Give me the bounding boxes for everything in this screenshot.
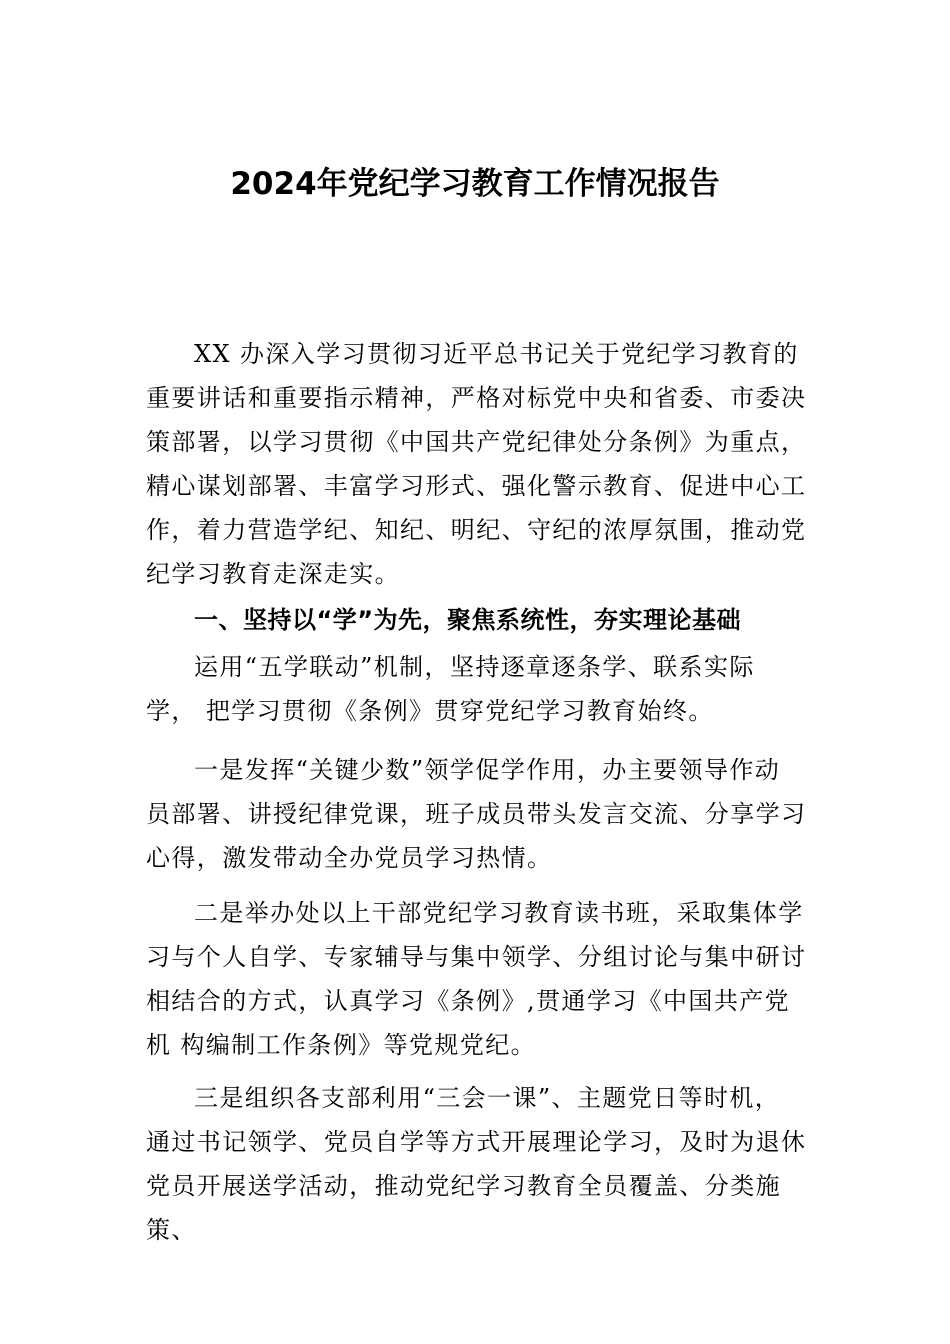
paragraph-line: 策、	[146, 1216, 197, 1244]
paragraph-line: 精心谋划部署、丰富学习形式、强化警示教育、促进中心工	[146, 472, 807, 500]
point-one-paragraph	[146, 748, 818, 880]
section-summary-paragraph	[146, 645, 818, 733]
paragraph-line: 纪学习教育走深走实。	[146, 560, 400, 588]
paragraph-line: 相结合的方式，认真学习《条例》,贯通学习《中国共产党	[146, 987, 791, 1015]
paragraph-line: 三是组织各支部利用“三会一课”、主题党日等时机，	[194, 1084, 781, 1112]
paragraph-line: 党员开展送学活动，推动党纪学习教育全员覆盖、分类施	[146, 1172, 781, 1200]
paragraph-line: 学， 把学习贯彻《条例》贯穿党纪学习教育始终。	[146, 697, 714, 725]
document-title: 2024年党纪学习教育工作情况报告	[230, 166, 720, 202]
paragraph-line: 一是发挥“关键少数”领学促学作用，办主要领导作动	[194, 756, 781, 784]
paragraph-line: 二是举办处以上干部党纪学习教育读书班，采取集体学	[194, 899, 804, 927]
paragraph-line: 重要讲话和重要指示精神，严格对标党中央和省委、市委决	[146, 384, 807, 412]
section-heading: 一、坚持以“学”为先，聚焦系统性，夯实理论基础	[194, 606, 742, 634]
intro-paragraph	[146, 332, 818, 596]
paragraph-line: 策部署，以学习贯彻《中国共产党纪律处分条例》为重点，	[146, 428, 807, 456]
point-three-paragraph	[146, 1076, 818, 1252]
paragraph-line: XX 办深入学习贯彻习近平总书记关于党纪学习教育的	[194, 340, 799, 368]
paragraph-line: 运用“五学联动”机制，坚持逐章逐条学、联系实际	[194, 653, 755, 681]
paragraph-line: 通过书记领学、党员自学等方式开展理论学习，及时为退休	[146, 1128, 807, 1156]
paragraph-line: 机 构编制工作条例》等党规党纪。	[146, 1031, 537, 1059]
paragraph-line: 作，着力营造学纪、知纪、明纪、守纪的浓厚氛围，推动党	[146, 516, 807, 544]
paragraph-line: 习与个人自学、专家辅导与集中领学、分组讨论与集中研讨	[146, 943, 807, 971]
paragraph-line: 员部署、讲授纪律党课，班子成员带头发言交流、分享学习	[146, 800, 807, 828]
point-two-paragraph	[146, 891, 818, 1067]
paragraph-line: 心得，激发带动全办党员学习热情。	[146, 844, 553, 872]
